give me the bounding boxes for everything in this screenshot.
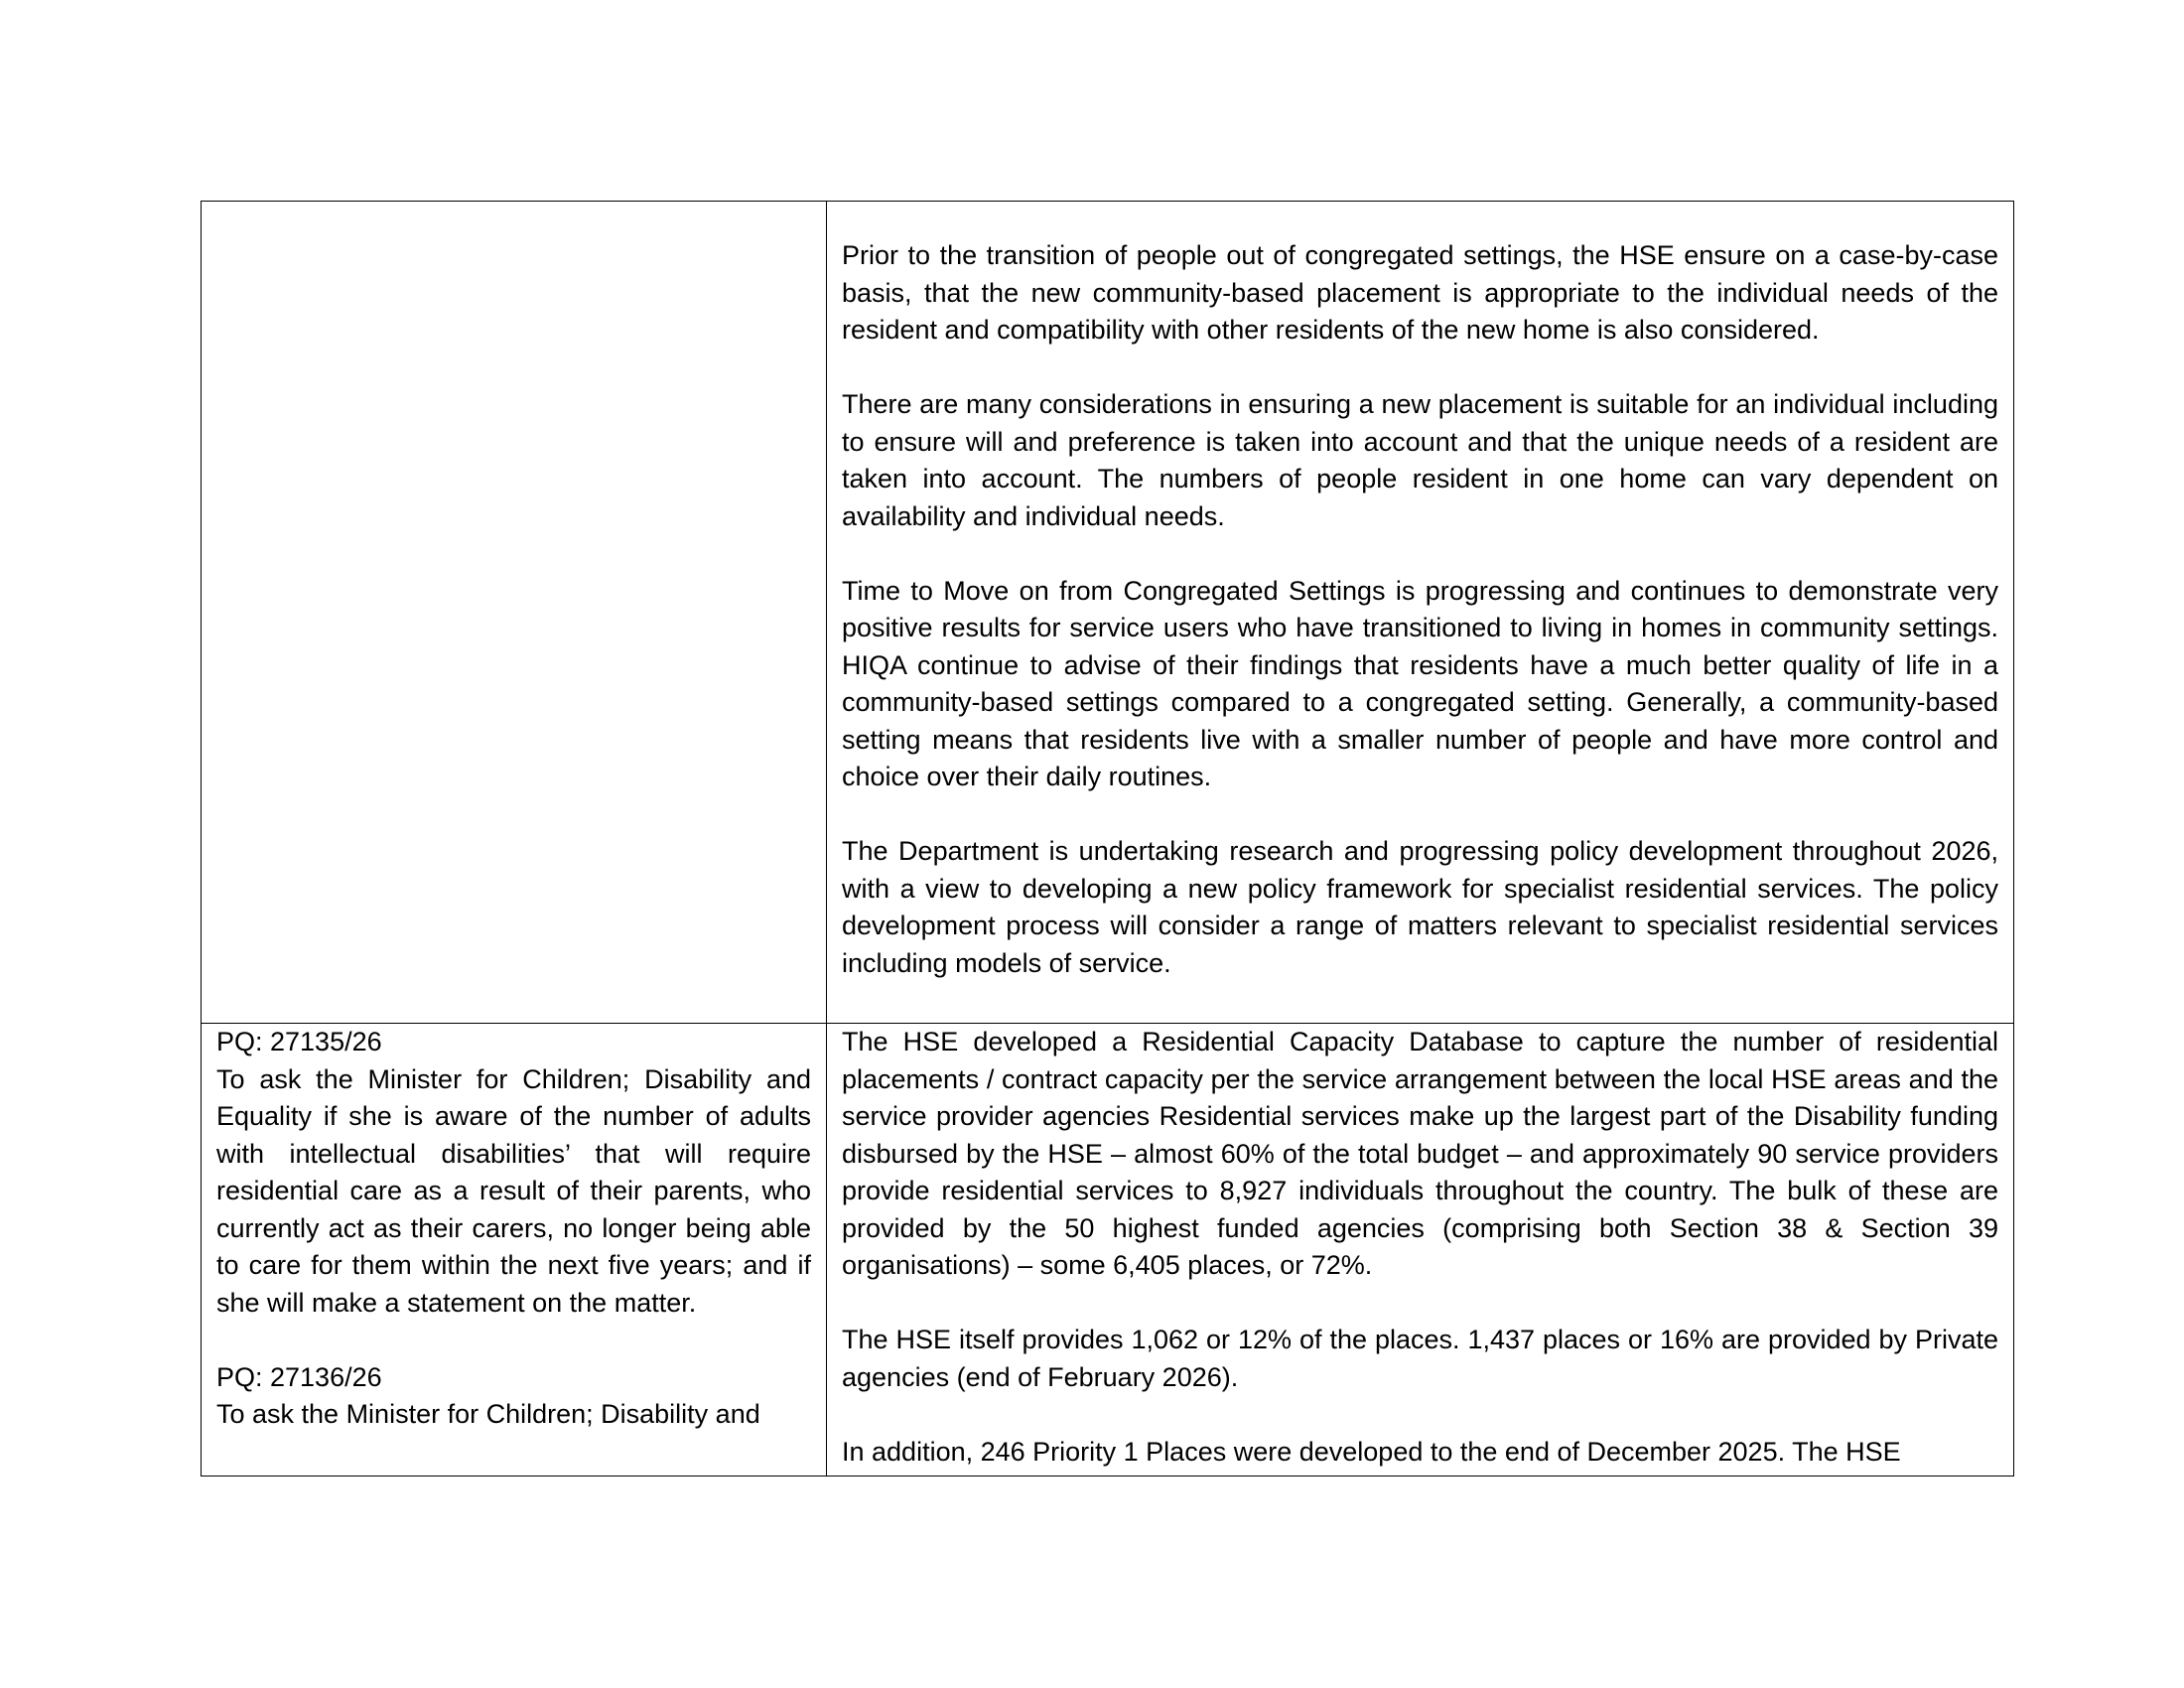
- answer-paragraph: The HSE developed a Residential Capacity Database to capture the number of residential placements / contract capacity per the service arrangement between the local HSE areas and the service provider agencies Residential services make up the largest part of the Disability funding disbursed by the HSE – almost 60% of the total budget – and approximately 90 service providers provide residential services to 8,927 individuals throughout the country. The bulk of these are provided by the 50 highest funded agencies (comprising both Section 38 & Section 39 organisations) – some 6,405 places, or 72%.: [842, 1027, 1998, 1280]
- answer-paragraph: The HSE itself provides 1,062 or 12% of the places. 1,437 places or 16% are provided by Private agencies (end of February 2026).: [842, 1325, 1998, 1392]
- table-row: [202, 1024, 2014, 1477]
- answer-paragraph: The Department is undertaking research and progressing policy development throughout 2026, with a view to developing a new policy framework for specialist residential services. The policy development process will consider a range of matters relevant to specialist residential services including models of service.: [842, 836, 1998, 978]
- answer-paragraph: Prior to the transition of people out of congregated settings, the HSE ensure on a case-by-case basis, that the new community-based placement is appropriate to the individual needs of the resident and compatibility with other residents of the new home is also considered.: [842, 240, 1998, 345]
- pq-reference: PQ: 27135/26: [216, 1027, 382, 1056]
- question-cell: [202, 1024, 827, 1477]
- pq-question-text: To ask the Minister for Children; Disability and: [216, 1399, 760, 1429]
- answer-cell: [827, 1024, 2014, 1477]
- question-cell: [202, 202, 827, 1024]
- parliamentary-question: [216, 1024, 811, 1322]
- pq-reference: PQ: 27136/26: [216, 1361, 382, 1392]
- answer-paragraph: In addition, 246 Priority 1 Places were developed to the end of December 2025. The HSE: [842, 1436, 1901, 1467]
- pq-question-text: To ask the Minister for Children; Disability and Equality if she is aware of the number of adults with intellectual disabilities’ that will require residential care as a result of their parents, who currently act as their carers, no longer being able to care for them within the next five years; and if she will make a statement on the matter.: [216, 1063, 811, 1318]
- answer-paragraph: There are many considerations in ensuring a new placement is suitable for an individual including to ensure will and preference is taken into account and that the unique needs of a resident are taken into account. The numbers of people resident in one home can vary dependent on availability and individual needs.: [842, 389, 1998, 531]
- pq-response-table: [201, 201, 2014, 1477]
- parliamentary-question: [216, 1359, 811, 1434]
- table-row: [202, 202, 2014, 1024]
- answer-paragraph: Time to Move on from Congregated Settings is progressing and continues to demonstrate very positive results for service users who have transitioned to living in homes in community settings. HIQA continue to advise of their findings that residents have a much better quality of life in a community-based settings compared to a congregated setting. Generally, a community-based setting means that residents live with a smaller number of people and have more control and choice over their daily routines.: [842, 575, 1998, 791]
- answer-cell: [827, 202, 2014, 1024]
